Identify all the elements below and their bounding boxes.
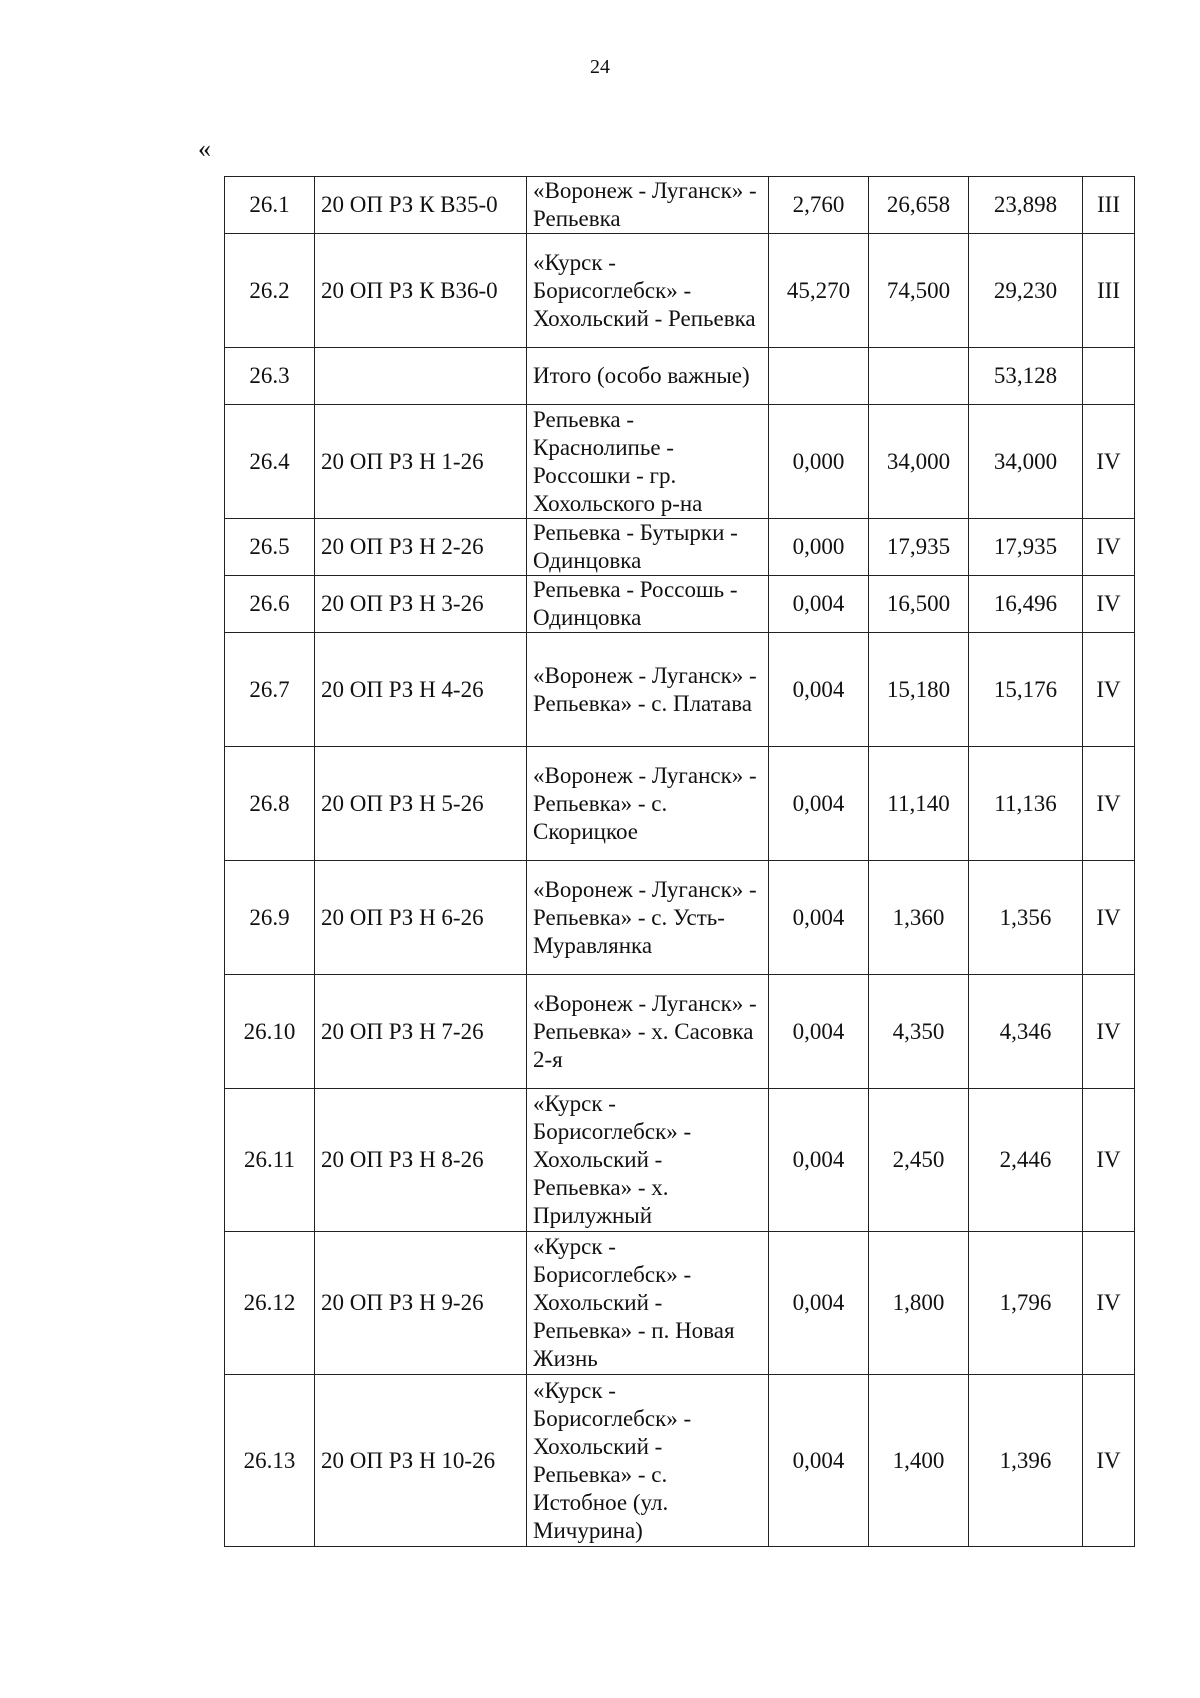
row-number-cell: 26.13 bbox=[225, 1375, 315, 1547]
road-name-cell: Репьевка - Бутырки - Одинцовка bbox=[527, 519, 769, 576]
table-row bbox=[225, 1232, 1135, 1375]
road-category-cell: IV bbox=[1083, 405, 1135, 519]
road-category-cell: III bbox=[1083, 234, 1135, 348]
road-code-cell: 20 ОП РЗ Н 9-26 bbox=[315, 1232, 527, 1375]
start-km-cell bbox=[769, 348, 869, 405]
start-km-cell: 0,004 bbox=[769, 1089, 869, 1232]
row-number-cell: 26.7 bbox=[225, 633, 315, 747]
road-name-cell: «Курск - Борисоглебск» - Хохольский - Репьевка» - х. Прилужный bbox=[527, 1089, 769, 1232]
start-km-cell: 0,004 bbox=[769, 576, 869, 633]
road-category-cell: IV bbox=[1083, 519, 1135, 576]
road-code-cell: 20 ОП РЗ К В35-0 bbox=[315, 177, 527, 234]
end-km-cell: 26,658 bbox=[869, 177, 969, 234]
road-category-cell: III bbox=[1083, 177, 1135, 234]
table-row bbox=[225, 576, 1135, 633]
start-km-cell: 0,000 bbox=[769, 519, 869, 576]
road-code-cell: 20 ОП РЗ К В36-0 bbox=[315, 234, 527, 348]
table-row bbox=[225, 234, 1135, 348]
table-row bbox=[225, 405, 1135, 519]
end-km-cell: 11,140 bbox=[869, 747, 969, 861]
length-km-cell: 4,346 bbox=[969, 975, 1083, 1089]
road-category-cell: IV bbox=[1083, 975, 1135, 1089]
road-code-cell: 20 ОП РЗ Н 8-26 bbox=[315, 1089, 527, 1232]
start-km-cell: 0,004 bbox=[769, 633, 869, 747]
road-name-cell: Итого (особо важные) bbox=[527, 348, 769, 405]
length-km-cell: 29,230 bbox=[969, 234, 1083, 348]
end-km-cell: 34,000 bbox=[869, 405, 969, 519]
length-km-cell: 16,496 bbox=[969, 576, 1083, 633]
road-code-cell: 20 ОП РЗ Н 5-26 bbox=[315, 747, 527, 861]
length-km-cell: 34,000 bbox=[969, 405, 1083, 519]
roads-table-body bbox=[225, 177, 1135, 1547]
table-row bbox=[225, 1089, 1135, 1232]
row-number-cell: 26.12 bbox=[225, 1232, 315, 1375]
length-km-cell: 1,796 bbox=[969, 1232, 1083, 1375]
end-km-cell: 1,360 bbox=[869, 861, 969, 975]
road-code-cell: 20 ОП РЗ Н 1-26 bbox=[315, 405, 527, 519]
length-km-cell: 11,136 bbox=[969, 747, 1083, 861]
start-km-cell: 0,004 bbox=[769, 1232, 869, 1375]
road-code-cell bbox=[315, 348, 527, 405]
row-number-cell: 26.5 bbox=[225, 519, 315, 576]
end-km-cell bbox=[869, 348, 969, 405]
table-row bbox=[225, 747, 1135, 861]
start-km-cell: 0,004 bbox=[769, 975, 869, 1089]
end-km-cell: 15,180 bbox=[869, 633, 969, 747]
road-name-cell: «Курск - Борисоглебск» - Хохольский - Репьевка» - п. Новая Жизнь bbox=[527, 1232, 769, 1375]
row-number-cell: 26.11 bbox=[225, 1089, 315, 1232]
end-km-cell: 2,450 bbox=[869, 1089, 969, 1232]
start-km-cell: 0,004 bbox=[769, 861, 869, 975]
length-km-cell: 23,898 bbox=[969, 177, 1083, 234]
start-km-cell: 0,004 bbox=[769, 1375, 869, 1547]
road-code-cell: 20 ОП РЗ Н 7-26 bbox=[315, 975, 527, 1089]
row-number-cell: 26.2 bbox=[225, 234, 315, 348]
table-row bbox=[225, 348, 1135, 405]
road-name-cell: «Воронеж - Луганск» - Репьевка bbox=[527, 177, 769, 234]
road-category-cell: IV bbox=[1083, 633, 1135, 747]
opening-quote-mark: « bbox=[198, 134, 211, 163]
row-number-cell: 26.8 bbox=[225, 747, 315, 861]
row-number-cell: 26.4 bbox=[225, 405, 315, 519]
road-name-cell: «Курск - Борисоглебск» - Хохольский - Репьевка bbox=[527, 234, 769, 348]
road-name-cell: «Воронеж - Луганск» - Репьевка» - х. Сасовка 2-я bbox=[527, 975, 769, 1089]
length-km-cell: 15,176 bbox=[969, 633, 1083, 747]
row-number-cell: 26.10 bbox=[225, 975, 315, 1089]
road-category-cell: IV bbox=[1083, 747, 1135, 861]
road-name-cell: «Воронеж - Луганск» - Репьевка» - с. Скорицкое bbox=[527, 747, 769, 861]
start-km-cell: 0,000 bbox=[769, 405, 869, 519]
row-number-cell: 26.3 bbox=[225, 348, 315, 405]
table-row bbox=[225, 633, 1135, 747]
row-number-cell: 26.1 bbox=[225, 177, 315, 234]
road-code-cell: 20 ОП РЗ Н 4-26 bbox=[315, 633, 527, 747]
road-name-cell: Репьевка - Россошь - Одинцовка bbox=[527, 576, 769, 633]
start-km-cell: 0,004 bbox=[769, 747, 869, 861]
length-km-cell: 53,128 bbox=[969, 348, 1083, 405]
end-km-cell: 4,350 bbox=[869, 975, 969, 1089]
row-number-cell: 26.6 bbox=[225, 576, 315, 633]
end-km-cell: 17,935 bbox=[869, 519, 969, 576]
length-km-cell: 2,446 bbox=[969, 1089, 1083, 1232]
road-category-cell: IV bbox=[1083, 576, 1135, 633]
start-km-cell: 45,270 bbox=[769, 234, 869, 348]
road-category-cell: IV bbox=[1083, 1089, 1135, 1232]
road-code-cell: 20 ОП РЗ Н 10-26 bbox=[315, 1375, 527, 1547]
page-number: 24 bbox=[590, 56, 610, 78]
road-category-cell: IV bbox=[1083, 1232, 1135, 1375]
road-code-cell: 20 ОП РЗ Н 6-26 bbox=[315, 861, 527, 975]
road-category-cell bbox=[1083, 348, 1135, 405]
table-row bbox=[225, 519, 1135, 576]
end-km-cell: 74,500 bbox=[869, 234, 969, 348]
road-code-cell: 20 ОП РЗ Н 2-26 bbox=[315, 519, 527, 576]
end-km-cell: 16,500 bbox=[869, 576, 969, 633]
end-km-cell: 1,800 bbox=[869, 1232, 969, 1375]
length-km-cell: 1,356 bbox=[969, 861, 1083, 975]
road-name-cell: «Курск - Борисоглебск» - Хохольский - Репьевка» - с. Истобное (ул. Мичурина) bbox=[527, 1375, 769, 1547]
table-row bbox=[225, 861, 1135, 975]
road-name-cell: «Воронеж - Луганск» - Репьевка» - с. Усть-Муравлянка bbox=[527, 861, 769, 975]
road-name-cell: Репьевка - Краснолипье - Россошки - гр. Хохольского р-на bbox=[527, 405, 769, 519]
roads-table bbox=[224, 176, 1135, 1547]
table-row bbox=[225, 975, 1135, 1089]
table-row bbox=[225, 177, 1135, 234]
road-category-cell: IV bbox=[1083, 861, 1135, 975]
end-km-cell: 1,400 bbox=[869, 1375, 969, 1547]
road-name-cell: «Воронеж - Луганск» - Репьевка» - с. Платава bbox=[527, 633, 769, 747]
start-km-cell: 2,760 bbox=[769, 177, 869, 234]
length-km-cell: 1,396 bbox=[969, 1375, 1083, 1547]
length-km-cell: 17,935 bbox=[969, 519, 1083, 576]
road-category-cell: IV bbox=[1083, 1375, 1135, 1547]
road-code-cell: 20 ОП РЗ Н 3-26 bbox=[315, 576, 527, 633]
table-row bbox=[225, 1375, 1135, 1547]
row-number-cell: 26.9 bbox=[225, 861, 315, 975]
